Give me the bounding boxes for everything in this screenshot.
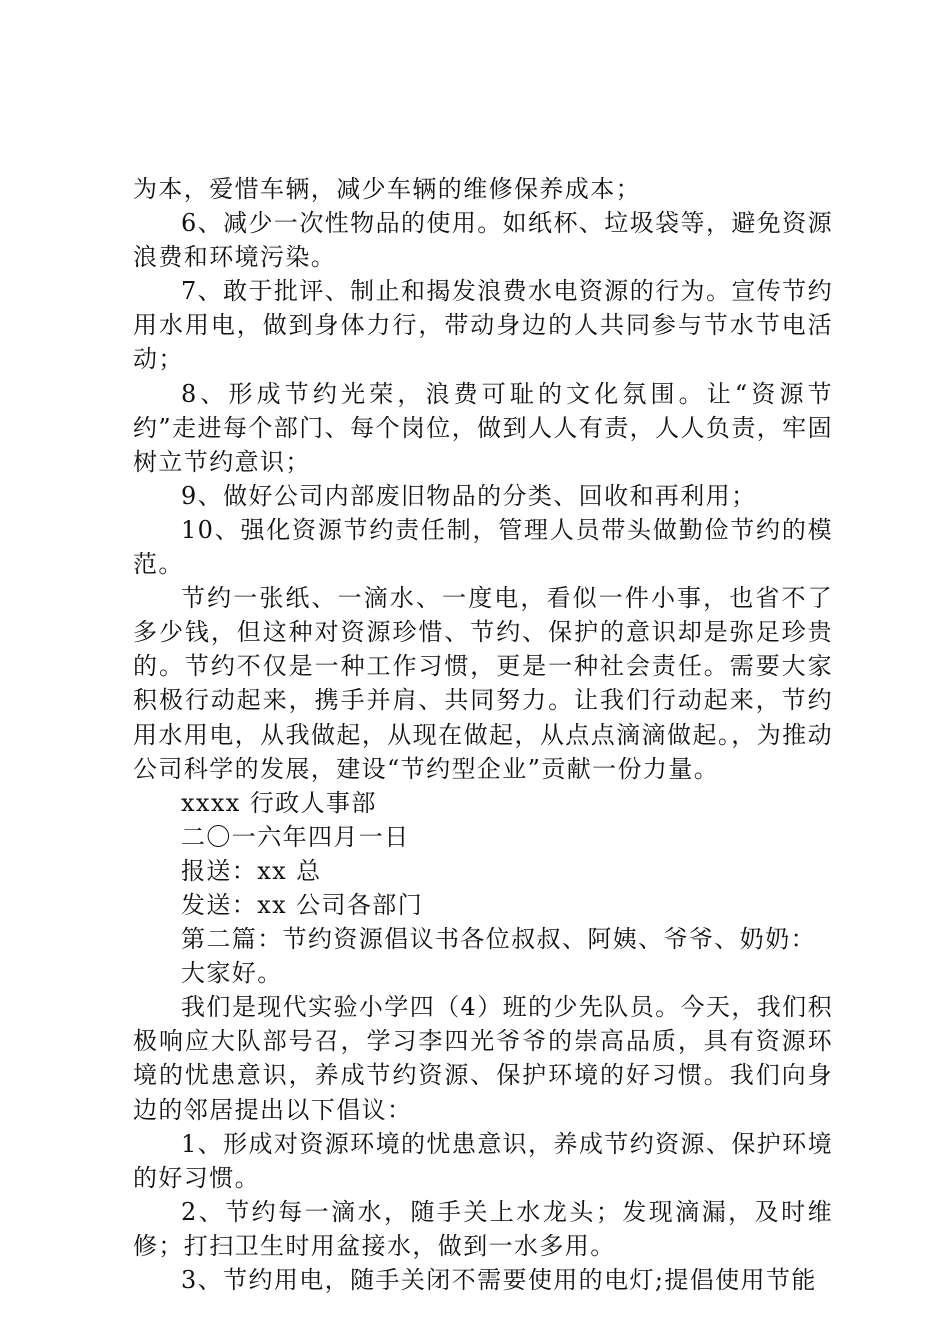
paragraph: 为本，爱惜车辆，减少车辆的维修保养成本； — [133, 175, 641, 203]
paragraph: 6、减少一次性物品的使用。如纸杯、垃圾袋等，避免资源浪费和环境污染。 — [133, 209, 833, 272]
document-body — [133, 172, 833, 1297]
paragraph: 9、做好公司内部废旧物品的分类、回收和再利用； — [181, 481, 757, 510]
paragraph: 我们是现代实验小学四（4）班的少先队员。今天，我们积极响应大队部号召，学习李四光爷爷的崇高品质，具有资源环境的忧患意识，养成节约资源、保护环境的好习惯。我们向身边的邻居提出以下倡议： — [133, 993, 833, 1124]
report-to-line: 报送：xx 总 — [181, 856, 322, 885]
paragraph: 1、形成对资源环境的忧患意识，养成节约资源、保护环境的好习惯。 — [133, 1129, 833, 1192]
paragraph: 3、节约用电，随手关闭不需要使用的电灯;提倡使用节能 — [181, 1266, 817, 1294]
greeting: 大家好。 — [181, 959, 283, 988]
paragraph: 8、形成节约光荣，浪费可耻的文化氛围。让“资源节约”走进每个部门、每个岗位，做到人人有责，人人负责，牢固树立节约意识； — [133, 379, 833, 476]
section-heading: 第二篇：节约资源倡议书各位叔叔、阿姨、爷爷、奶奶： — [181, 925, 816, 954]
sender-line: xxxx 行政人事部 — [181, 788, 377, 817]
send-to-line: 发送：xx 公司各部门 — [181, 890, 424, 919]
paragraph: 7、敢于批评、制止和揭发浪费水电资源的行为。宣传节约用水用电，做到身体力行，带动身边的人共同参与节水节电活动； — [133, 277, 833, 374]
paragraph: 节约一张纸、一滴水、一度电，看似一件小事，也省不了多少钱，但这种对资源珍惜、节约、保护的意识却是弥足珍贵的。节约不仅是一种工作习惯，更是一种社会责任。需要大家积极行动起来，携手并肩、共同努力。让我们行动起来，节约用水用电，从我做起，从现在做起，从点点滴滴做起。，为推动公司科学的发展，建设“节约型企业”贡献一份力量。 — [133, 584, 833, 783]
paragraph: 10、强化资源节约责任制，管理人员带头做勤俭节约的模范。 — [133, 515, 833, 579]
paragraph: 2、节约每一滴水，随手关上水龙头；发现滴漏，及时维修；打扫卫生时用盆接水，做到一水多用。 — [133, 1197, 833, 1260]
date-line: 二〇一六年四月一日 — [181, 822, 410, 851]
